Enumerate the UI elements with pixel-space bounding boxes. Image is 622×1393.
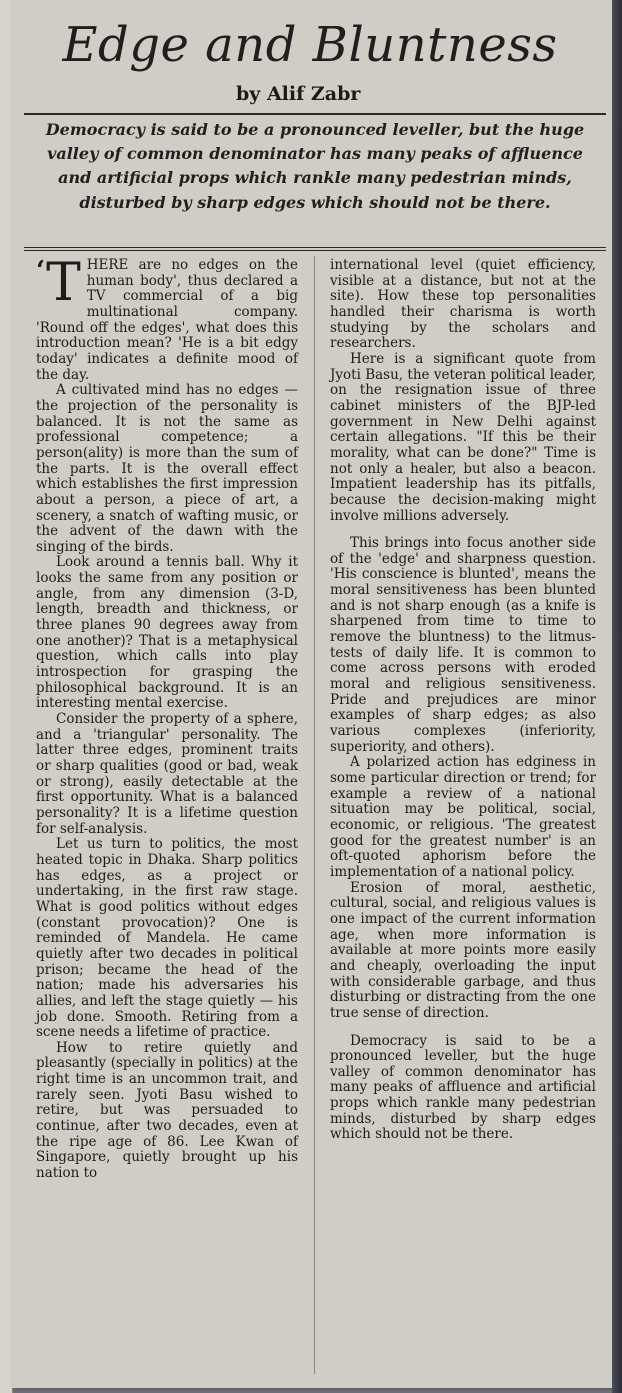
paragraph: Let us turn to politics, the most heated topic in Dhaka. Sharp politics has edges, as a project or undertaking, in the first raw stage. What is good politics without edges (constant provocation)? One is reminded of Mandela. He came quietly after two decades in political prison; became the head of the nation; made his adversaries his allies, and left the stage quietly — his job done. Smooth. Retiring from a scene needs a lifetime of practice.	[36, 836, 298, 1041]
paragraph: Consider the property of a sphere, and a 'triangular' personality. The latter three edges, prominent traits or sharp qualities (good or bad, weak or strong), easily detectable at the first opportunity. What is a balanced personality? It is a lifetime question for self-analysis.	[36, 711, 298, 837]
paragraph: A cultivated mind has no edges — the projection of the personality is balanced. It is not the same as professional competence; a person(ality) is more than the sum of the parts. It is the overall effect which establishes the first impression about a person, a piece of art, a scenery, a snatch of wafting music, or the advent of the dawn with the singing of the birds.	[36, 382, 298, 555]
summary-rule-bottom	[24, 250, 606, 251]
paragraph: Here is a significant quote from Jyoti Basu, the veteran political leader, on the resignation issue of three cabinet ministers of the BJP-led government in New Delhi against certain allegations. "If this be their morality, what can be done?" Time is not only a healer, but also a beacon. Impatient leadership has its pitfalls, because the decision-making might involve millions adversely.	[330, 350, 596, 524]
paragraph: How to retire quietly and pleasantly (specially in politics) at the right time is an uncommon trait, and rarely seen. Jyoti Basu wished to retire, but was persuaded to continue, after two decades, even at the ripe age of 86. Lee Kwan of Singapore, quietly brought up his nation to	[36, 1039, 298, 1182]
right-column	[330, 258, 596, 1143]
paragraph: A polarized action has edginess in some particular direction or trend; for example a review of a national situation may be political, social, economic, or religious. 'The greatest good for the greatest number' is an oft-quoted aphorism before the implementation of a national policy.	[330, 754, 596, 880]
paragraph: Democracy is said to be a pronounced leveller, but the huge valley of common denominator has many peaks of affluence and artificial props which rankle many pedestrian minds, disturbed by sharp edges which should not be there.	[330, 1032, 596, 1143]
paragraph	[36, 253, 298, 383]
opening-quote: ‘	[36, 256, 46, 286]
left-column	[36, 253, 298, 1182]
article-title: Edge and Bluntness	[62, 17, 558, 73]
article-byline: by Alif Zabr	[236, 83, 361, 105]
paragraph: This brings into focus another side of the 'edge' and sharpness question. 'His conscience is blunted', means the moral sensitiveness has been blunted and is not sharp enough (as a knife is sharpened from time to time to remove the bluntness) to the litmus-tests of daily life. It is common to come across persons with eroded moral and religious sensitiveness. Pride and prejudices are minor examples of sharp edges; as also various complexes (inferiority, superiority, and others).	[330, 535, 596, 755]
column-divider	[314, 256, 315, 1374]
paragraph-text: HERE are no edges on the human body', thus declared a TV commercial of a big multinational company. 'Round off the edges', what does this introduction mean? 'He is a bit edgy today' indicates a definite mood of the day.	[36, 257, 298, 383]
article-summary: Democracy is said to be a pronounced leveller, but the huge valley of common denominator has many peaks of affluence and artificial props which rankle many pedestrian minds, disturbed by sharp edges which should not be there.	[45, 120, 585, 212]
background-edge	[612, 0, 622, 1393]
paragraph: international level (quiet efficiency, visible at a distance, but not at the site). How these top personalities handled their charisma is worth studying by the scholars and researchers.	[330, 257, 596, 352]
summary-rule-top	[24, 247, 606, 248]
drop-cap: T	[46, 253, 81, 313]
title-rule	[24, 113, 606, 115]
paragraph: Look around a tennis ball. Why it looks the same from any position or angle, from any dimension (3-D, length, breadth and thickness, or three planes 90 degrees away from one another)? That is a metaphysical question, which calls into play introspection for grasping the philosophical background. It is an interesting mental exercise.	[36, 554, 298, 712]
paragraph: Erosion of moral, aesthetic, cultural, social, and religious values is one impact of the current information age, when more information is available at more points more easily and cheaply, overloading the input with considerable garbage, and thus disturbing or distracting from the one true sense of direction.	[330, 879, 596, 1021]
